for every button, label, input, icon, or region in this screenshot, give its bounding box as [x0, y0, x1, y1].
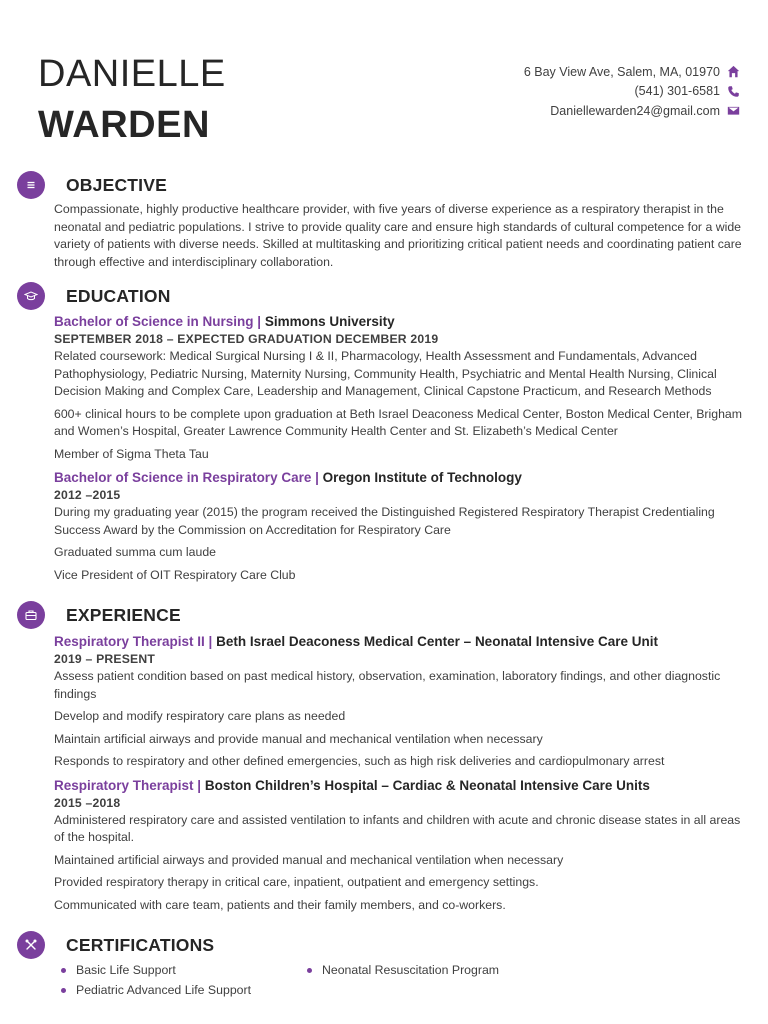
- objective-heading: OBJECTIVE: [66, 175, 167, 195]
- objective-text: Compassionate, highly productive healthcare provider, with five years of diverse experience as a respiratory therapist in the neonatal and pediatric populations. I strive to provide quality care and ensure high standards of cultural competence for a wide variety of patients with diverse needs. Skilled at multitasking and prioritizing critical patient needs and coordinating patient care through effective and interdisciplinary collaboration.: [54, 202, 742, 269]
- education-entry-1-dates: SEPTEMBER 2018 – EXPECTED GRADUATION DECEMBER 2019: [54, 332, 439, 346]
- list-item: [54, 961, 251, 981]
- education-section: [54, 312, 744, 584]
- school-name: Oregon Institute of Technology: [322, 470, 522, 485]
- list-item: [54, 981, 251, 1001]
- email-row: [380, 101, 740, 121]
- separator: |: [311, 470, 323, 485]
- cert-label: Basic Life Support: [76, 963, 176, 977]
- experience-heading: EXPERIENCE: [66, 605, 181, 625]
- experience-entry-2-detail: Communicated with care team, patients and their family members, and co-workers.: [54, 897, 506, 912]
- tools-icon: [17, 931, 45, 959]
- experience-section: [54, 632, 744, 914]
- experience-entry-1-detail: Develop and modify respiratory care plans as needed: [54, 709, 346, 723]
- education-entry-2-title: [54, 468, 744, 487]
- role-name: Respiratory Therapist: [54, 777, 194, 793]
- employer-name: Beth Israel Deaconess Medical Center – Neonatal Intensive Care Unit: [216, 634, 658, 649]
- education-entry-1-title: [54, 312, 744, 331]
- phone-row: [380, 82, 740, 102]
- phone-text: (541) 301-6581: [634, 84, 720, 99]
- education-entry-2-detail: Graduated summa cum laude: [54, 545, 216, 559]
- separator: |: [193, 777, 205, 793]
- separator: |: [253, 314, 265, 329]
- list-item: [300, 961, 499, 981]
- experience-entry-2-detail: Maintained artificial airways and provided manual and mechanical ventilation when necessary: [54, 852, 564, 867]
- list-icon: [17, 171, 45, 199]
- experience-entry-1-title: [54, 632, 744, 651]
- education-entry-1-detail: Related coursework: Medical Surgical Nursing I & II, Pharmacology, Health Assessment and Fundamentals, Advanced Pathophysiology, Pediatric Nursing, Maternity Nursing, Community Health, Psychiatric and Mental Health Nursing, Clinical Decision Making and Complex Care, Leadership and Management, Clinical Capstone Practicum, and Research Methods: [54, 349, 717, 398]
- experience-entry-1-dates: 2019 – PRESENT: [54, 652, 156, 666]
- employer-name: Boston Children’s Hospital – Cardiac & Neonatal Intensive Care Units: [204, 777, 650, 793]
- education-heading: EDUCATION: [66, 286, 171, 306]
- experience-entry-1-detail: Assess patient condition based on past medical history, observation, examination, laboratory findings, and other diagnostic findings: [54, 669, 721, 701]
- first-name: DANIELLE: [38, 53, 226, 95]
- briefcase-icon: [17, 601, 45, 629]
- education-entry-1-detail: Member of Sigma Theta Tau: [54, 446, 209, 461]
- experience-entry-2-title: [54, 776, 744, 795]
- phone-icon: [726, 84, 740, 98]
- experience-entry-2-detail: Administered respiratory care and assisted ventilation to infants and children with acute and chronic disease states in all areas of the hospital.: [54, 812, 741, 844]
- separator: |: [204, 634, 217, 649]
- cert-column-1: [54, 961, 251, 1000]
- experience-entry-1-detail: Maintain artificial airways and provide manual and mechanical ventilation when necessary: [54, 731, 543, 746]
- email-text[interactable]: Daniellewarden24@gmail.com: [550, 103, 720, 118]
- experience-entry-2-detail: Provided respiratory therapy in critical care, inpatient, outpatient and emergency settings.: [54, 875, 539, 889]
- cert-column-2: [300, 961, 499, 981]
- graduation-cap-icon: [17, 282, 45, 310]
- bullet-icon: [61, 988, 66, 993]
- last-name: WARDEN: [38, 104, 210, 146]
- objective-section: [54, 201, 744, 271]
- school-name: Simmons University: [264, 314, 395, 329]
- address-text: 6 Bay View Ave, Salem, MA, 01970: [523, 64, 720, 79]
- bullet-icon: [307, 968, 312, 973]
- degree-name: Bachelor of Science in Nursing: [54, 314, 254, 329]
- contact-info: [380, 62, 740, 121]
- envelope-icon: [726, 104, 740, 118]
- bullet-icon: [61, 968, 66, 973]
- experience-entry-2-dates: 2015 –2018: [54, 795, 121, 810]
- education-entry-2-dates: 2012 –2015: [54, 488, 121, 502]
- cert-label: Pediatric Advanced Life Support: [76, 982, 252, 997]
- education-entry-2-detail: Vice President of OIT Respiratory Care Club: [54, 567, 296, 582]
- certifications-heading: CERTIFICATIONS: [66, 935, 215, 955]
- education-entry-1-detail: 600+ clinical hours to be complete upon graduation at Beth Israel Deaconess Medical Center, Boston Medical Center, Brigham and Women’s Hospital, Greater Lawrence Community Health Center and St. Elizabeth’s Medical Center: [54, 406, 742, 438]
- role-name: Respiratory Therapist II: [54, 634, 205, 649]
- cert-label: Neonatal Resuscitation Program: [322, 963, 500, 977]
- education-entry-2-detail: During my graduating year (2015) the program received the Distinguished Registered Respiratory Therapist Credentialing Success Award by the Commission on Accreditation for Respiratory Care: [54, 505, 715, 537]
- address-row: [380, 62, 740, 82]
- degree-name: Bachelor of Science in Respiratory Care: [54, 470, 312, 485]
- experience-entry-1-detail: Responds to respiratory and other defined emergencies, such as high risk deliveries and cardiopulmonary arrest: [54, 754, 665, 768]
- home-icon: [726, 65, 740, 79]
